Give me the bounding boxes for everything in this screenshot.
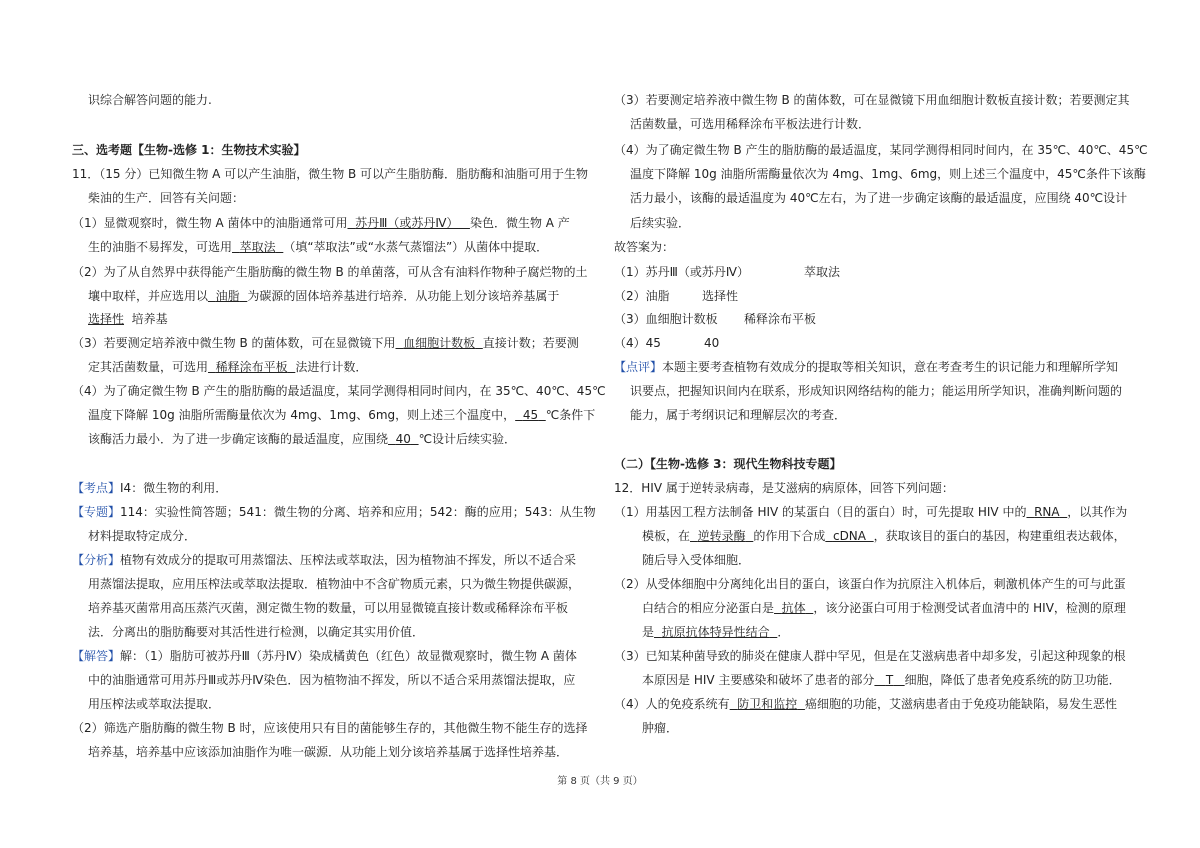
answer-row-3 bbox=[614, 311, 817, 327]
text: 白结合的相应分泌蛋白是 bbox=[642, 601, 775, 615]
answer-row-1 bbox=[614, 264, 841, 280]
answer-blank: T bbox=[885, 673, 894, 687]
text-line: 活力最小，该酶的最适温度为 40℃左右，为了进一步确定该酶的最适温度，应围绕 40℃设计 bbox=[630, 191, 1128, 205]
text: （4）人的免疫系统有 bbox=[614, 697, 730, 711]
jieda-line3: 用压榨法或萃取法提取． bbox=[88, 697, 221, 711]
text: 温度下降解 10g 油脂所需酶量依次为 4mg、1mg、6mg，则上述三个温度中， bbox=[88, 408, 516, 422]
answer-blank: 油脂 bbox=[215, 289, 240, 303]
text: I4：微生物的利用． bbox=[120, 481, 228, 495]
text: 癌细胞的功能，艾滋病患者由于免疫功能缺陷，易发生恶性 bbox=[804, 697, 1117, 711]
dianping-tag: 【点评】 bbox=[614, 360, 663, 374]
answer-blank: cDNA bbox=[832, 529, 866, 543]
answer-label: 故答案为： bbox=[614, 240, 675, 254]
kaodian-line bbox=[72, 480, 227, 496]
text: （填“萃取法”或“水蒸气蒸馏法”）从菌体中提取． bbox=[283, 240, 549, 254]
answer-blank: 逆转录酶 bbox=[697, 529, 746, 543]
answer-blank: 防卫和监控 bbox=[737, 697, 798, 711]
text: ℃设计后续实验． bbox=[418, 432, 517, 446]
text: 本题主要考查植物有效成分的提取等相关知识，意在考查考生的识记能力和理解所学知 bbox=[662, 360, 1119, 374]
q12-part1-line2 bbox=[642, 528, 1126, 544]
text: 为碳源的固体培养基进行培养．从功能上划分该培养基属于 bbox=[247, 289, 560, 303]
q12-part3-line1: （3）已知某种菌导致的肺炎在健康人群中罕见，但是在艾滋病患者中却多发，引起这种现象的根 bbox=[614, 649, 1126, 663]
answer-right: 40 bbox=[704, 336, 720, 350]
text: 114：实验性简答题；541：微生物的分离、培养和应用；542：酶的应用；543：从生物 bbox=[120, 505, 596, 519]
fenxi-tag: 【分析】 bbox=[72, 553, 121, 567]
answer-right: 稀释涂布平板 bbox=[744, 312, 817, 326]
jieda-line5: 培养基，培养基中应该添加油脂作为唯一碳源．从功能上划分该培养基属于选择性培养基． bbox=[88, 745, 569, 759]
text: ℃条件下 bbox=[545, 408, 596, 422]
text-line: 后续实验． bbox=[630, 216, 691, 230]
answer-blank: 苏丹Ⅲ（或苏丹Ⅳ） bbox=[355, 216, 459, 230]
answer-blank: 40 bbox=[395, 432, 411, 446]
fenxi-line2: 用蒸馏法提取，应用压榨法或萃取法提取．植物油中不含矿物质元素，只为微生物提供碳源， bbox=[88, 577, 581, 591]
jieda-tag: 【解答】 bbox=[72, 649, 121, 663]
answer-row-2 bbox=[614, 288, 739, 304]
section-title: 三、选考题【生物-选修 1：生物技术实验】 bbox=[72, 143, 306, 157]
text-line: （4）为了确定微生物 B 产生的脂肪酶的最适温度，某同学测得相同时间内，在 35℃、40℃、45℃ bbox=[614, 143, 1148, 157]
fenxi-line4: 法．分离出的脂肪酶要对其活性进行检测，以确定其实用价值． bbox=[88, 625, 425, 639]
answer-blank: 选择性 bbox=[88, 312, 125, 326]
q12-part2-line1: （2）从受体细胞中分离纯化出目的蛋白，该蛋白作为抗原注入机体后，刺激机体产生的可与此蛋 bbox=[614, 577, 1126, 591]
zhuanti-tag: 【专题】 bbox=[72, 505, 121, 519]
fenxi-line3: 培养基灭菌常用高压蒸汽灭菌，测定微生物的数量，可以用显微镜直接计数或稀释涂布平板 bbox=[88, 601, 569, 615]
q12-part1-line3: 随后导入受体细胞． bbox=[642, 553, 751, 567]
q11-part1-line1 bbox=[72, 215, 570, 231]
q11-part4-line1: （4）为了确定微生物 B 产生的脂肪酶的最适温度，某同学测得相同时间内，在 35℃、40℃、45℃ bbox=[72, 384, 606, 398]
answer-blank: 稀释涂布平板 bbox=[215, 360, 288, 374]
q11-part3-line1 bbox=[72, 335, 579, 351]
dianping-line3: 能力，属于考纲识记和理解层次的考查． bbox=[630, 408, 847, 422]
answer-blank: 45 bbox=[522, 408, 539, 422]
text: ，获取该目的蛋白的基因，构建重组表达载体， bbox=[873, 529, 1126, 543]
text: （1）显微观察时，微生物 A 菌体中的油脂通常可用 bbox=[72, 216, 348, 230]
page-footer: 第 8 页（共 9 页） bbox=[557, 776, 643, 787]
answer-left: （1）苏丹Ⅲ（或苏丹Ⅳ） bbox=[614, 265, 749, 279]
zhuanti-line1 bbox=[72, 504, 596, 520]
text: 法进行计数． bbox=[295, 360, 368, 374]
jieda-line4: （2）筛选产脂肪酶的微生物 B 时，应该使用只有目的菌能够生存的，其他微生物不能生存的选择 bbox=[72, 721, 588, 735]
answer-left: （2）油脂 bbox=[614, 289, 670, 303]
dianping-line1 bbox=[614, 359, 1118, 375]
text-line: （3）若要测定培养液中微生物 B 的菌体数，可在显微镜下用血细胞计数板直接计数；若要测定其 bbox=[614, 93, 1130, 107]
answer-right: 选择性 bbox=[702, 289, 739, 303]
answer-left: （3）血细胞计数板 bbox=[614, 312, 718, 326]
question-11-stem-cont: 柴油的生产．回答有关问题： bbox=[88, 191, 245, 205]
q11-part2-line1: （2）为了从自然界中获得能产生脂肪酶的微生物 B 的单菌落，可从含有油料作物种子腐烂物的土 bbox=[72, 265, 588, 279]
q11-part4-line3 bbox=[88, 431, 516, 447]
kaodian-tag: 【考点】 bbox=[72, 481, 121, 495]
q12-part2-line2 bbox=[642, 600, 1126, 616]
text: 生的油脂不易挥发，可选用 bbox=[88, 240, 233, 254]
q11-part2-line2 bbox=[88, 288, 559, 304]
text: ，以其作为 bbox=[1067, 505, 1128, 519]
text-line: 活菌数量，可选用稀释涂布平板法进行计数． bbox=[630, 117, 871, 131]
answer-blank: 萃取法 bbox=[239, 240, 276, 254]
q12-part2-line3 bbox=[642, 624, 789, 640]
text: 该酶活力最小．为了进一步确定该酶的最适温度，应围绕 bbox=[88, 432, 389, 446]
text: 定其活菌数量，可选用 bbox=[88, 360, 209, 374]
q11-part2-line3 bbox=[88, 311, 168, 327]
text: （1）用基因工程方法制备 HIV 的某蛋白（目的蛋白）时，可先提取 HIV 中的 bbox=[614, 505, 1027, 519]
answer-right: 萃取法 bbox=[804, 265, 841, 279]
answer-row-4 bbox=[614, 335, 720, 351]
text: 细胞，降低了患者免疫系统的防卫功能． bbox=[904, 673, 1121, 687]
q11-part1-line2 bbox=[88, 239, 548, 255]
text: 染色．微生物 A 产 bbox=[469, 216, 570, 230]
text-line: 温度下降解 10g 油脂所需酶量依次为 4mg、1mg、6mg，则上述三个温度中，45℃条件下该酶 bbox=[630, 167, 1146, 181]
text: 解：（1）脂肪可被苏丹Ⅲ（苏丹Ⅳ）染成橘黄色（红色）故显微观察时，微生物 A 菌体 bbox=[120, 649, 577, 663]
answer-left: （4）45 bbox=[614, 336, 661, 350]
text: 的作用下合成 bbox=[753, 529, 826, 543]
text: 本原因是 HIV 主要感染和破坏了患者的部分 bbox=[642, 673, 875, 687]
fenxi-line1 bbox=[72, 552, 576, 568]
jieda-line2: 中的油脂通常可用苏丹Ⅲ或苏丹Ⅳ染色．因为植物油不挥发，所以不适合采用蒸馏法提取，应 bbox=[88, 673, 576, 687]
text: ，该分泌蛋白可用于检测受试者血清中的 HIV，检测的原理 bbox=[813, 601, 1126, 615]
answer-blank: 抗原抗体特异性结合 bbox=[661, 625, 770, 639]
q12-part1-line1 bbox=[614, 504, 1127, 520]
text: ． bbox=[777, 625, 790, 639]
text: 是 bbox=[642, 625, 655, 639]
q12-part4-line2: 肿瘤． bbox=[642, 721, 679, 735]
q12-part3-line2 bbox=[642, 672, 1121, 688]
text: 培养基 bbox=[131, 312, 168, 326]
q11-part4-line2 bbox=[88, 407, 595, 423]
text: 直接计数；若要测 bbox=[482, 336, 579, 350]
text: 植物有效成分的提取可用蒸馏法、压榨法或萃取法，因为植物油不挥发，所以不适合采 bbox=[120, 553, 577, 567]
text: 壤中取样，并应选用以 bbox=[88, 289, 209, 303]
q12-part4-line1 bbox=[614, 696, 1117, 712]
answer-blank: 抗体 bbox=[781, 601, 806, 615]
question-11-stem: 11．（15 分）已知微生物 A 可以产生油脂，微生物 B 可以产生脂肪酶．脂肪酶和油脂可用于生物 bbox=[72, 167, 589, 181]
text-line: 识综合解答问题的能力. bbox=[88, 93, 212, 107]
question-12-stem: 12．HIV 属于逆转录病毒，是艾滋病的病原体，回答下列问题： bbox=[614, 481, 954, 495]
section2-title: （二）【生物-选修 3：现代生物科技专题】 bbox=[614, 457, 842, 471]
dianping-line2: 识要点，把握知识间内在联系，形成知识网络结构的能力；能运用所学知识，准确判断问题的 bbox=[630, 384, 1123, 398]
zhuanti-line2: 材料提取特定成分． bbox=[88, 529, 197, 543]
text: 模板，在 bbox=[642, 529, 691, 543]
text: （3）若要测定培养液中微生物 B 的菌体数，可在显微镜下用 bbox=[72, 336, 396, 350]
jieda-line1 bbox=[72, 648, 577, 664]
answer-blank: RNA bbox=[1034, 505, 1060, 519]
answer-blank: 血细胞计数板 bbox=[403, 336, 476, 350]
q11-part3-line2 bbox=[88, 359, 367, 375]
